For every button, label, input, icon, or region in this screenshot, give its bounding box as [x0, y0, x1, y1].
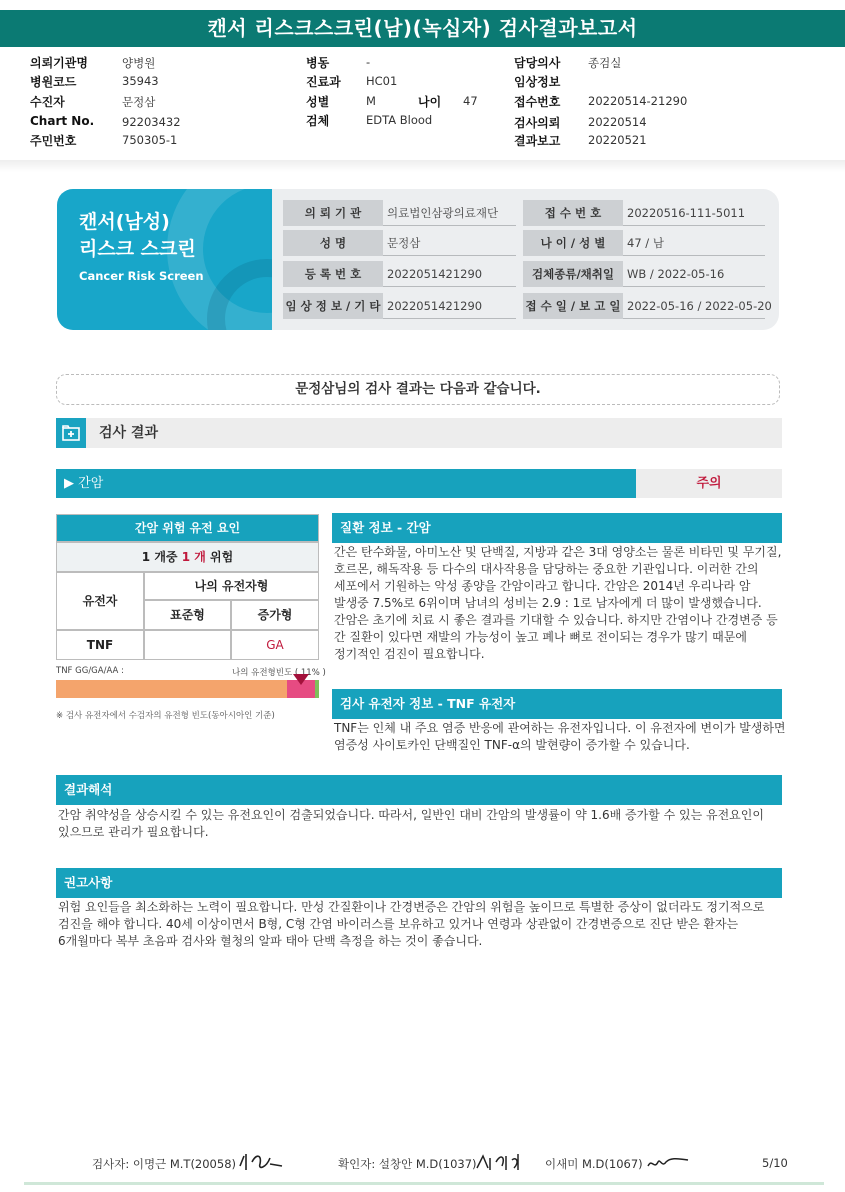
- dept-value: HC01: [366, 74, 398, 88]
- status-badge: 주의: [636, 469, 782, 498]
- card-title: [79, 209, 196, 263]
- marker-triangle-icon: [293, 674, 309, 685]
- clinical-label: 임상정보: [514, 75, 561, 89]
- folder-plus-icon: [56, 418, 86, 448]
- text-line: 발생중 7.5%로 6위이며 남녀의 성비는 2.9 : 1로 남자에게 더 많이 발생했습니다.: [334, 596, 762, 610]
- report-date-label: 결과보고: [514, 134, 561, 148]
- text-line: 6개월마다 복부 초음파 검사와 혈청의 알파 태아 단백 측정을 하는 것이 좋습니다.: [58, 934, 483, 948]
- report-header: [0, 54, 845, 154]
- standard-type-header: 표준형: [144, 600, 231, 630]
- card-label: 접 수 일 / 보 고 일: [523, 293, 623, 319]
- gene-column-header: 유전자: [56, 572, 144, 630]
- ward-label: 병동: [306, 56, 330, 70]
- request-value: 20220514: [588, 115, 647, 129]
- text-line: 있으므로 관리가 필요합니다.: [58, 825, 209, 839]
- card-value: 20220516-111-5011: [623, 200, 765, 226]
- age-label: 나이: [418, 95, 442, 109]
- gene-table-summary: [56, 542, 319, 572]
- institution-label: 의뢰기관명: [30, 56, 88, 70]
- receipt-label: 접수번호: [514, 95, 561, 109]
- specimen-value: EDTA Blood: [366, 113, 433, 127]
- gene-table-header: 간암 위험 유전 요인: [56, 514, 319, 542]
- sex-value: M: [366, 94, 376, 108]
- institution-value: 양병원: [122, 56, 156, 70]
- card-banner: [57, 189, 272, 330]
- request-label: 검사의뢰: [514, 116, 561, 130]
- card-subtitle: Cancer Risk Screen: [79, 269, 204, 283]
- page-number: 5/10: [762, 1156, 788, 1170]
- patient-value: 문정삼: [122, 95, 156, 109]
- text-line: 호르몬, 해독작용 등 다수의 대사작용을 담당하는 중요한 기관입니다. 이러한 간의: [334, 562, 759, 576]
- gene-info-title: 검사 유전자 정보 - TNF 유전자: [332, 689, 782, 719]
- receipt-value: 20220514-21290: [588, 94, 688, 108]
- standard-value-cell: [144, 630, 231, 660]
- patient-info-card: [57, 189, 779, 330]
- card-value: 의료법인삼광의료재단: [383, 200, 516, 226]
- card-value: WB / 2022-05-16: [623, 261, 765, 287]
- card-title-line2: 리스크 스크린: [79, 238, 196, 260]
- chart-label: Chart No.: [30, 114, 95, 128]
- summary-count: 1 개: [181, 550, 206, 564]
- card-label: 접 수 번 호: [523, 200, 623, 226]
- report-date-value: 20220521: [588, 133, 647, 147]
- text-line: 간암은 초기에 치료 시 좋은 결과를 기대할 수 있습니다. 하지만 간염이나 간경변증 등: [334, 613, 778, 627]
- increased-type-header: 증가형: [231, 600, 319, 630]
- sex-label: 성별: [306, 95, 330, 109]
- my-frequency-label: 나의 유전형빈도 ( 11% ): [232, 668, 326, 678]
- tester-signature: [236, 1148, 286, 1174]
- card-label: 의 뢰 기 관: [283, 200, 383, 226]
- disease-info-title: 질환 정보 - 간암: [332, 513, 782, 543]
- second-confirmer-info: 이새미 M.D(1067): [545, 1157, 643, 1171]
- frequency-label: TNF GG/GA/AA :: [56, 666, 124, 676]
- chart-value: 92203432: [122, 115, 181, 129]
- header-divider: [0, 160, 845, 172]
- cancer-band-label: ▶ 간암: [56, 469, 636, 498]
- text-line: 세포에서 기원하는 악성 종양을 간암이라고 합니다. 간암은 2014년 우리나라 암: [334, 579, 751, 593]
- card-value: 2022-05-16 / 2022-05-20: [623, 293, 765, 319]
- summary-post: 위험: [205, 550, 234, 564]
- text-line: 염증성 사이토카인 단백질인 TNF-α의 발현량이 증가할 수 있습니다.: [334, 738, 690, 752]
- text-line: TNF는 인체 내 주요 염증 반응에 관여하는 유전자입니다. 이 유전자에 변이가 발생하면: [334, 721, 786, 735]
- text-line: 간 질환이 있다면 재발의 가능성이 높고 폐나 뼈로 전이되는 경우가 많기 때문에: [334, 630, 747, 644]
- card-title-line1: 캔서(남성): [79, 211, 170, 233]
- gene-name-cell: TNF: [56, 630, 144, 660]
- recommendation-text: [58, 899, 764, 950]
- card-label: 성 명: [283, 230, 383, 256]
- text-line: 검진을 해야 합니다. 40세 이상이면서 B형, C형 간염 바이러스를 보유하고 있거나 연령과 상관없이 간경변증으로 진단 받은 환자는: [58, 917, 739, 931]
- recommendation-title: 권고사항: [56, 868, 782, 898]
- text-line: 위험 요인들을 최소화하는 노력이 필요합니다. 만성 간질환이나 간경변증은 간암의 위험을 높이므로 특별한 증상이 없더라도 정기적으로: [58, 900, 765, 914]
- confirmer-signature: [474, 1148, 522, 1174]
- section-title: [56, 418, 782, 448]
- dept-label: 진료과: [306, 75, 341, 89]
- text-line: 간은 탄수화물, 아미노산 및 단백질, 지방과 같은 3대 영양소는 물론 비타민 및 무기질,: [334, 545, 782, 559]
- summary-pre: 1 개중: [141, 550, 182, 564]
- interpretation-title: 결과해석: [56, 775, 782, 805]
- cancer-band: [56, 469, 782, 498]
- hospital-code-label: 병원코드: [30, 75, 77, 89]
- rrn-value: 750305-1: [122, 133, 178, 147]
- specimen-label: 검체: [306, 114, 330, 128]
- section-title-text: 검사 결과: [99, 425, 158, 441]
- hospital-code-value: 35943: [122, 74, 159, 88]
- age-value: 47: [463, 94, 478, 108]
- card-value: 문정삼: [383, 230, 516, 256]
- result-notice: 문정삼님의 검사 결과는 다음과 같습니다.: [56, 374, 780, 405]
- card-value: 2022051421290: [383, 261, 516, 287]
- text-line: 정기적인 검진이 필요합니다.: [334, 647, 485, 661]
- disease-info-text: [334, 544, 781, 663]
- gene-info-text: [334, 720, 786, 754]
- footer-divider: [24, 1182, 824, 1185]
- report-title: 캔서 리스크스크린(남)(녹십자) 검사결과보고서: [0, 10, 845, 47]
- confirmer-info: 확인자: 설창안 M.D(1037): [338, 1157, 477, 1171]
- doctor-label: 담당의사: [514, 56, 561, 70]
- card-label: 검체종류/채취일: [523, 261, 623, 287]
- card-label: 나 이 / 성 별: [523, 230, 623, 256]
- second-signature: [646, 1148, 690, 1174]
- patient-label: 수진자: [30, 95, 65, 109]
- ward-value: -: [366, 55, 371, 69]
- my-genotype-header: 나의 유전자형: [144, 572, 319, 600]
- card-value: 2022051421290: [383, 293, 516, 319]
- increased-value-cell: GA: [231, 630, 319, 660]
- card-value: 47 / 남: [623, 230, 765, 256]
- other-genotype-segment: [315, 680, 319, 698]
- frequency-note: ※ 검사 유전자에서 수검자의 유전형 빈도(동아시아인 기준): [56, 711, 275, 721]
- interpretation-text: [58, 807, 764, 841]
- frequency-bar: [56, 680, 319, 698]
- text-line: 간암 취약성을 상승시킬 수 있는 유전요인이 검출되었습니다. 따라서, 일반인 대비 간암의 발생률이 약 1.6배 증가할 수 있는 유전요인이: [58, 808, 764, 822]
- rrn-label: 주민번호: [30, 134, 77, 148]
- card-label: 등 록 번 호: [283, 261, 383, 287]
- doctor-value: 종검실: [588, 56, 622, 70]
- tester-info: 검사자: 이명근 M.T(20058): [92, 1157, 236, 1171]
- card-label: 임 상 정 보 / 기 타: [283, 293, 383, 319]
